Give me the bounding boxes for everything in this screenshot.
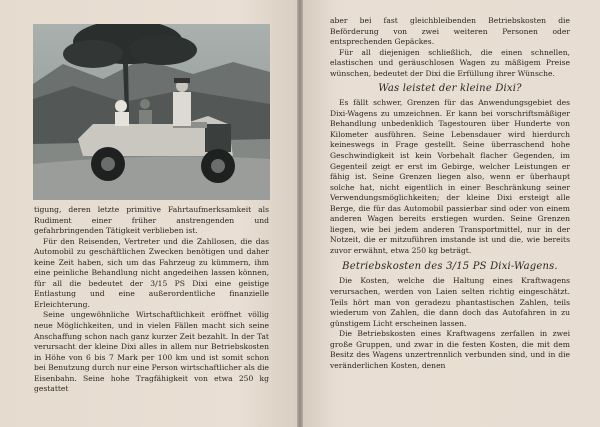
right-intro-paragraph-2: Für all diejenigen schließlich, die einen schnellen, elastischen und geräuschlosen Wagen zu mäßigem Preise wünschen, bedeutet der Dixi die Erfüllung ihrer Wünsche. bbox=[330, 47, 570, 78]
left-paragraph-2: Für den Reisenden, Vertreter und die Zahllosen, die das Automobil zu geschäftlichen Zwecken benötigen und daher keine Zeit haben, sich um das Fahrzeug zu kümmern, ihm eine peinliche Behandlung nicht angedeihen lassen können, für all die bedeutet der 3/15 PS Dixi eine geistige Entlastung und eine außerordentliche finanzielle Erleichterung. bbox=[34, 236, 269, 309]
left-page bbox=[0, 0, 297, 427]
left-paragraph-3: Seine ungewöhnliche Wirtschaftlichkeit eröffnet völlig neue Möglichkeiten, und in vielen Fällen macht sich seine Anschaffung schon nach ganz kurzer Zeit bezahlt. In der Tat verursacht der kleine Dixi alles in allem nur Betriebskosten in Höhe von 6 bis 7 Mark per 100 km und ist somit schon bei Benutzung durch nur eine Person wirtschaftlicher als die Eisenbahn. Seine hohe Tragfähigkeit von etwa 250 kg gestattet bbox=[34, 310, 269, 394]
costs-paragraph-2: Die Betriebskosten eines Kraftwagens zerfallen in zwei große Gruppen, und zwar in die festen Kosten, die mit dem Besitz des Wagens unzertrennlich verbunden sind, und in die veränderlichen Kosten, denen bbox=[330, 329, 570, 370]
car-photo bbox=[33, 24, 270, 200]
right-page bbox=[303, 0, 600, 427]
car-photo-illustration bbox=[33, 24, 270, 200]
section-heading-performance: Was leistet der kleine Dixi? bbox=[378, 83, 522, 95]
right-intro-paragraph-1: aber bei fast gleichbleibenden Betriebskosten die Beförderung von zwei weiteren Personen oder entsprechenden Gepäckes. bbox=[330, 16, 570, 47]
section-heading-operating-costs: Betriebskosten des 3/15 PS Dixi-Wagens. bbox=[342, 261, 558, 273]
costs-paragraph-1: Die Kosten, welche die Haltung eines Kraftwagens verursachen, werden von Laien selten richtig eingeschätzt. Teils hört man von geradezu phantastischen Zahlen, teils wiederum von Zahlen, die dann doch das Autofahren in zu günstigem Licht erscheinen lassen. bbox=[330, 276, 570, 328]
left-paragraph-1: tigung, deren letzte primitive Fahrtaufmerksamkeit als Rudiment einer früher anstrengenden und gefahrbringenden Tätigkeit verblieben ist. bbox=[34, 205, 269, 236]
right-page-text bbox=[330, 16, 570, 371]
left-page-text bbox=[34, 205, 269, 395]
performance-paragraph: Es fällt schwer, Grenzen für das Anwendungsgebiet des Dixi-Wagens zu umzeichnen. Er kann bei vorschriftsmäßiger Behandlung unbedenklich Tagestouren über Hunderte von Kilometer ausführen. Seine Lebensdauer wird hierdurch keineswegs in Frage gestellt. Seine überraschend hohe Geschwindigkeit ist kein Vorbehalt flacher Gegenden, im Gegenteil zeigt er erst im Gebirge, welcher Leistungen er fähig ist. Seine Grenzen liegen also, wenn er überhaupt solche hat, nicht eigentlich in einer Beschränkung seiner Verwendungsmöglichkeiten; der kleine Dixi ersteigt alle Berge, die für das Automobil passierbar sind oder von einem anderen Wagen bereits erstiegen wurden. Seine Grenzen liegen, wie bei jedem anderen Transportmittel, nur in der Notzeit, die er mitzuführen imstande ist und die, wie bereits zuvor erwähnt, etwa 250 kg beträgt. bbox=[330, 98, 570, 255]
